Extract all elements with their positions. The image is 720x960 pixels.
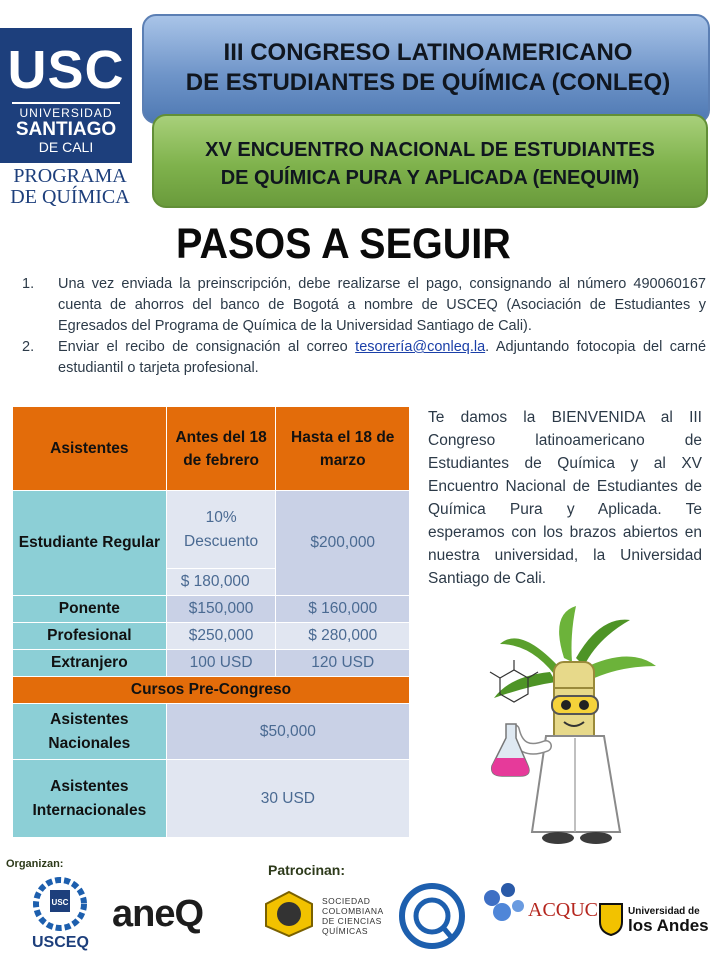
regular-discount: 10% Descuento [166, 491, 276, 569]
usceq-logo-icon [20, 870, 100, 934]
table-header-row [13, 407, 410, 491]
congress-header [142, 14, 710, 124]
step-number: 1. [22, 276, 35, 292]
row-label: Profesional [13, 623, 167, 650]
logo-divider [12, 102, 120, 104]
step-item [22, 337, 706, 379]
regular-before-price: $ 180,000 [166, 569, 276, 596]
table-row [13, 623, 410, 650]
acquc-logo-icon [478, 880, 599, 940]
header-asistentes: Asistentes [13, 407, 167, 491]
aneq-logo: aneQ [112, 893, 204, 935]
logo-santiago: SANTIAGO [15, 119, 117, 140]
step-text [58, 337, 706, 379]
steps-list [22, 274, 706, 379]
acquc-logo-text: ACQUC [528, 899, 599, 921]
congress-header-line-2: DE ESTUDIANTES DE QUÍMICA (CONLEQ) [185, 69, 671, 96]
course-price: $50,000 [166, 704, 409, 760]
andes-line-1: Universidad de [628, 906, 700, 917]
encuentro-header [152, 114, 708, 208]
table-row [13, 650, 410, 677]
logo-universidad: UNIVERSIDAD [19, 106, 113, 120]
course-price: 30 USD [166, 760, 409, 838]
table-row [13, 491, 410, 569]
scq-logo-text: SOCIEDAD COLOMBIANA DE CIENCIAS QUÍMICAS [322, 896, 384, 936]
svg-text:USC: USC [51, 898, 69, 907]
programa-line-1: PROGRAMA [13, 165, 127, 187]
row-label-estudiante-regular: Estudiante Regular [13, 491, 167, 596]
table-section-row [13, 677, 410, 704]
price-before: $250,000 [166, 623, 276, 650]
page-title: PASOS A SEGUIR [176, 220, 511, 268]
email-link[interactable]: tesorería@conleq.la [355, 339, 486, 355]
price-after: 120 USD [276, 650, 410, 677]
price-before: $150,000 [166, 596, 276, 623]
row-label: Ponente [13, 596, 167, 623]
usc-logo-text: USC [7, 40, 125, 100]
row-label: Asistentes Internacionales [13, 760, 167, 838]
quimica-sponsor-icon [398, 882, 466, 950]
row-label: Asistentes Nacionales [13, 704, 167, 760]
logo-de-cali: DE CALI [38, 139, 94, 155]
section-cursos: Cursos Pre-Congreso [13, 677, 410, 704]
row-label: Extranjero [13, 650, 167, 677]
table-row [13, 596, 410, 623]
organizan-label: Organizan: [6, 858, 64, 870]
table-row [13, 704, 410, 760]
scq-logo-icon [262, 890, 316, 938]
header-antes: Antes del 18 de febrero [166, 407, 276, 491]
price-before: 100 USD [166, 650, 276, 677]
step-text-after: . Adjuntando fotocopia del carné estudiantil o tarjeta profesional. [58, 339, 707, 376]
step-text: Una vez enviada la preinscripción, debe realizarse el pago, consignando al número 490060167 cuenta de ahorros del banco de Bogotá a nombre de USCEQ (Asociación de Estudiantes y Egresados del Programa de Química de la Universidad Santiago de Cali). [58, 276, 706, 334]
table-row [13, 760, 410, 838]
header-hasta: Hasta el 18 de marzo [276, 407, 410, 491]
encuentro-header-line-1: XV ENCUENTRO NACIONAL DE ESTUDIANTES [205, 139, 655, 161]
congress-header-line-1: III CONGRESO LATINOAMERICANO [223, 39, 633, 66]
step-text-before: Enviar el recibo de consignación al correo [58, 339, 356, 355]
mascot-illustration [480, 606, 710, 846]
patrocinan-label: Patrocinan: [268, 862, 346, 878]
andes-shield-icon [598, 902, 624, 936]
step-item [22, 274, 706, 337]
price-after: $ 160,000 [276, 596, 410, 623]
usc-logo [0, 28, 132, 163]
price-after: $ 280,000 [276, 623, 410, 650]
usceq-label: USCEQ [32, 934, 89, 951]
encuentro-header-line-2: DE QUÍMICA PURA Y APLICADA (ENEQUIM) [220, 167, 640, 189]
andes-line-2: los Andes [628, 916, 709, 935]
regular-after-price: $200,000 [276, 491, 410, 596]
step-number: 2. [22, 339, 35, 355]
programa-line-2: DE QUÍMICA [10, 186, 130, 208]
fees-table [12, 406, 410, 838]
programa-quimica-label [0, 166, 140, 208]
andes-logo-text [628, 906, 709, 935]
welcome-text: Te damos la BIENVENIDA al III Congreso latinoamericano de Estudiantes de Química y al XV Encuentro Nacional de Estudiantes de Química Pura y Aplicada. Te esperamos con los brazos abiertos en nuestra universidad, la Universidad Santiago de Cali. [428, 409, 702, 587]
